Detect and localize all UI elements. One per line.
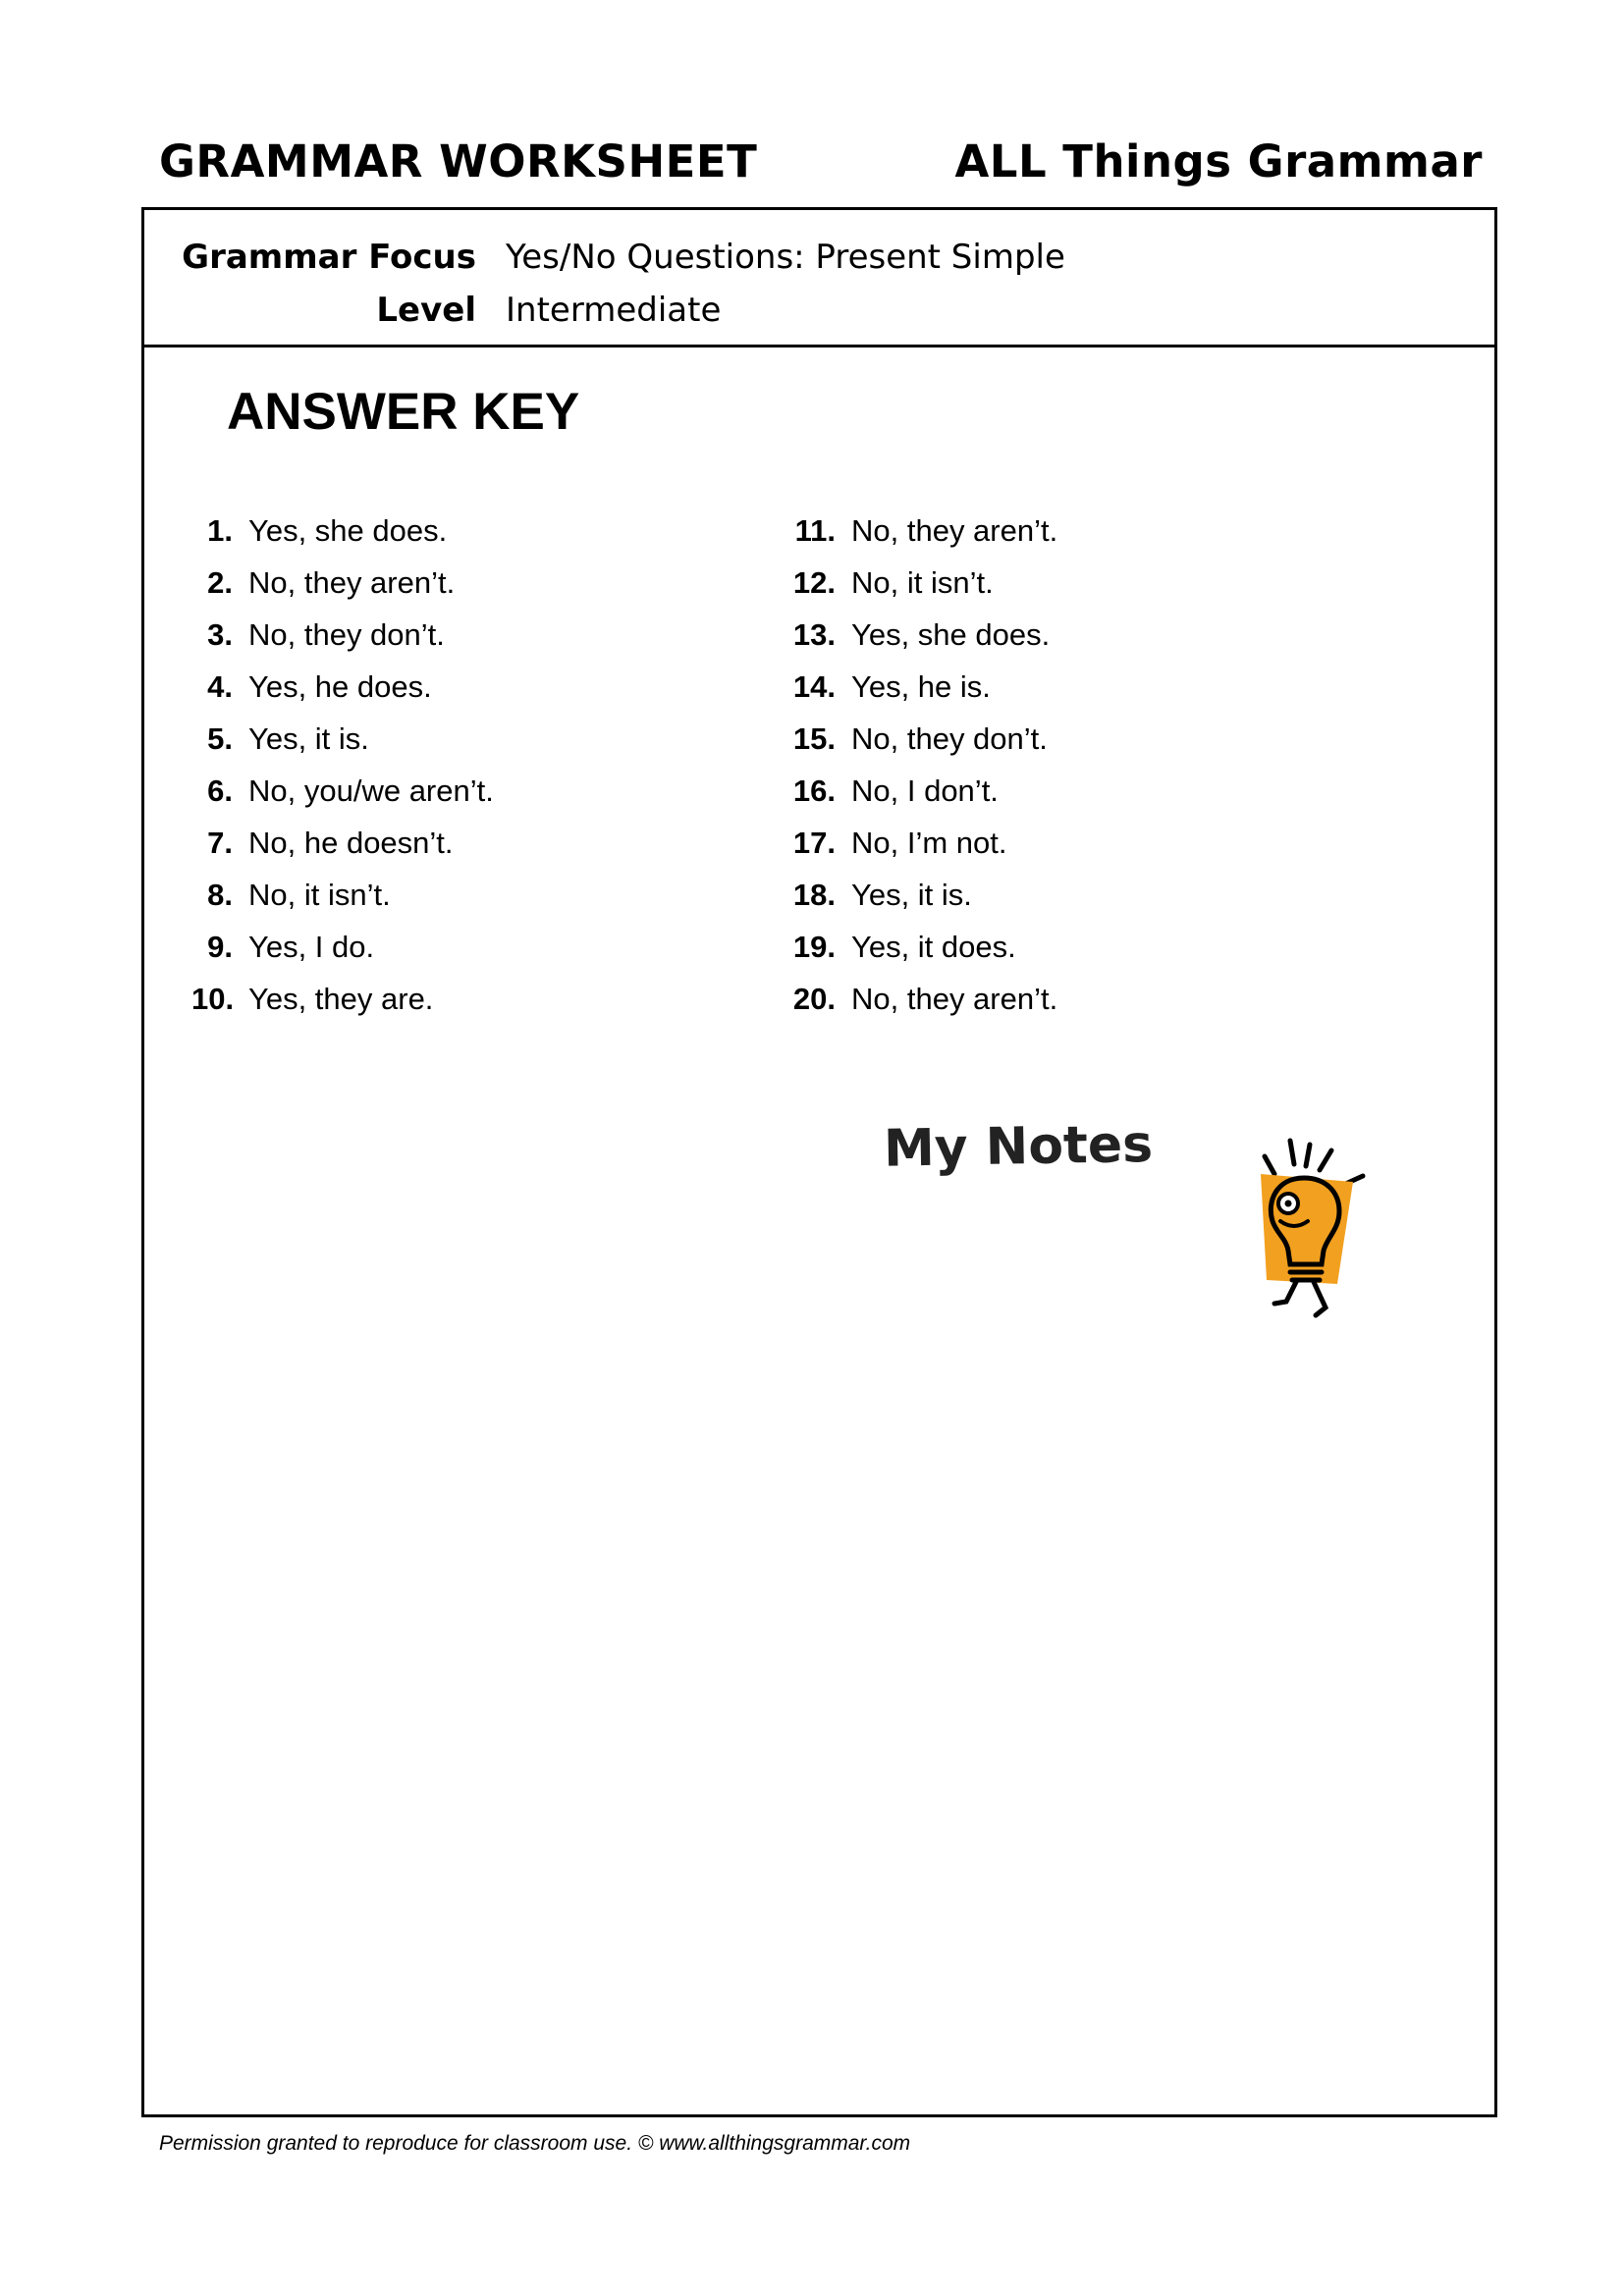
item-number: 11. (794, 513, 836, 548)
list-item (792, 921, 1057, 973)
item-number: 19. (792, 930, 836, 964)
item-answer: Yes, he is. (851, 669, 991, 704)
worksheet-title: GRAMMAR WORKSHEET (159, 135, 758, 187)
list-item (792, 973, 1057, 1025)
item-answer: No, I’m not. (851, 826, 1007, 860)
list-item (191, 661, 494, 713)
item-answer: No, you/we aren’t. (248, 774, 494, 808)
list-item (191, 869, 494, 921)
answer-column-right (792, 505, 1057, 1025)
focus-box (144, 210, 1494, 347)
list-item (792, 505, 1057, 557)
list-item (792, 557, 1057, 609)
level-label: Level (376, 291, 476, 330)
item-number: 2. (207, 565, 233, 600)
level-value: Intermediate (506, 291, 722, 330)
grammar-focus-row (144, 238, 1065, 277)
item-number: 14. (792, 669, 836, 704)
item-number: 13. (792, 617, 836, 652)
item-number: 8. (207, 878, 233, 912)
item-number: 17. (792, 826, 836, 860)
item-answer: No, it isn’t. (851, 565, 994, 600)
list-item (792, 713, 1057, 765)
list-item (191, 557, 494, 609)
item-number: 4. (207, 669, 233, 704)
list-item (191, 973, 494, 1025)
item-answer: Yes, it does. (851, 930, 1016, 964)
level-row (144, 291, 721, 330)
list-item (792, 869, 1057, 921)
item-number: 5. (207, 721, 233, 756)
item-answer: Yes, she does. (851, 617, 1051, 652)
item-number: 3. (207, 617, 233, 652)
item-answer: No, they aren’t. (851, 982, 1058, 1016)
item-number: 20. (792, 982, 836, 1016)
item-answer: Yes, she does. (248, 513, 448, 548)
item-number: 16. (792, 774, 836, 808)
lightbulb-character-icon (1247, 1135, 1394, 1321)
item-number: 18. (792, 878, 836, 912)
answer-column-left (191, 505, 494, 1025)
item-answer: No, it isn’t. (248, 878, 391, 912)
list-item (191, 921, 494, 973)
item-number: 7. (207, 826, 233, 860)
list-item (792, 817, 1057, 869)
item-number: 6. (207, 774, 233, 808)
permission-footer: Permission granted to reproduce for classroom use. © www.allthingsgrammar.com (159, 2132, 911, 2155)
list-item (792, 661, 1057, 713)
my-notes-label: My Notes (883, 1114, 1154, 1179)
list-item (792, 765, 1057, 817)
item-number: 1. (207, 513, 233, 548)
list-item (191, 609, 494, 661)
list-item (792, 609, 1057, 661)
item-answer: Yes, they are. (248, 982, 434, 1016)
grammar-focus-label: Grammar Focus (182, 238, 476, 277)
grammar-focus-value: Yes/No Questions: Present Simple (506, 238, 1065, 277)
list-item (191, 505, 494, 557)
item-answer: No, they don’t. (851, 721, 1048, 756)
brand-title: ALL Things Grammar (954, 135, 1483, 187)
item-answer: Yes, I do. (248, 930, 375, 964)
item-number: 12. (792, 565, 836, 600)
item-answer: No, they aren’t. (248, 565, 456, 600)
item-answer: No, he doesn’t. (248, 826, 454, 860)
answer-key-title: ANSWER KEY (227, 383, 580, 441)
list-item (191, 817, 494, 869)
item-answer: No, I don’t. (851, 774, 999, 808)
item-number: 10. (191, 982, 235, 1016)
item-number: 9. (207, 930, 233, 964)
item-number: 15. (792, 721, 836, 756)
item-answer: No, they don’t. (248, 617, 445, 652)
item-answer: Yes, he does. (248, 669, 432, 704)
item-answer: Yes, it is. (851, 878, 972, 912)
item-answer: Yes, it is. (248, 721, 369, 756)
item-answer: No, they aren’t. (851, 513, 1058, 548)
list-item (191, 713, 494, 765)
list-item (191, 765, 494, 817)
